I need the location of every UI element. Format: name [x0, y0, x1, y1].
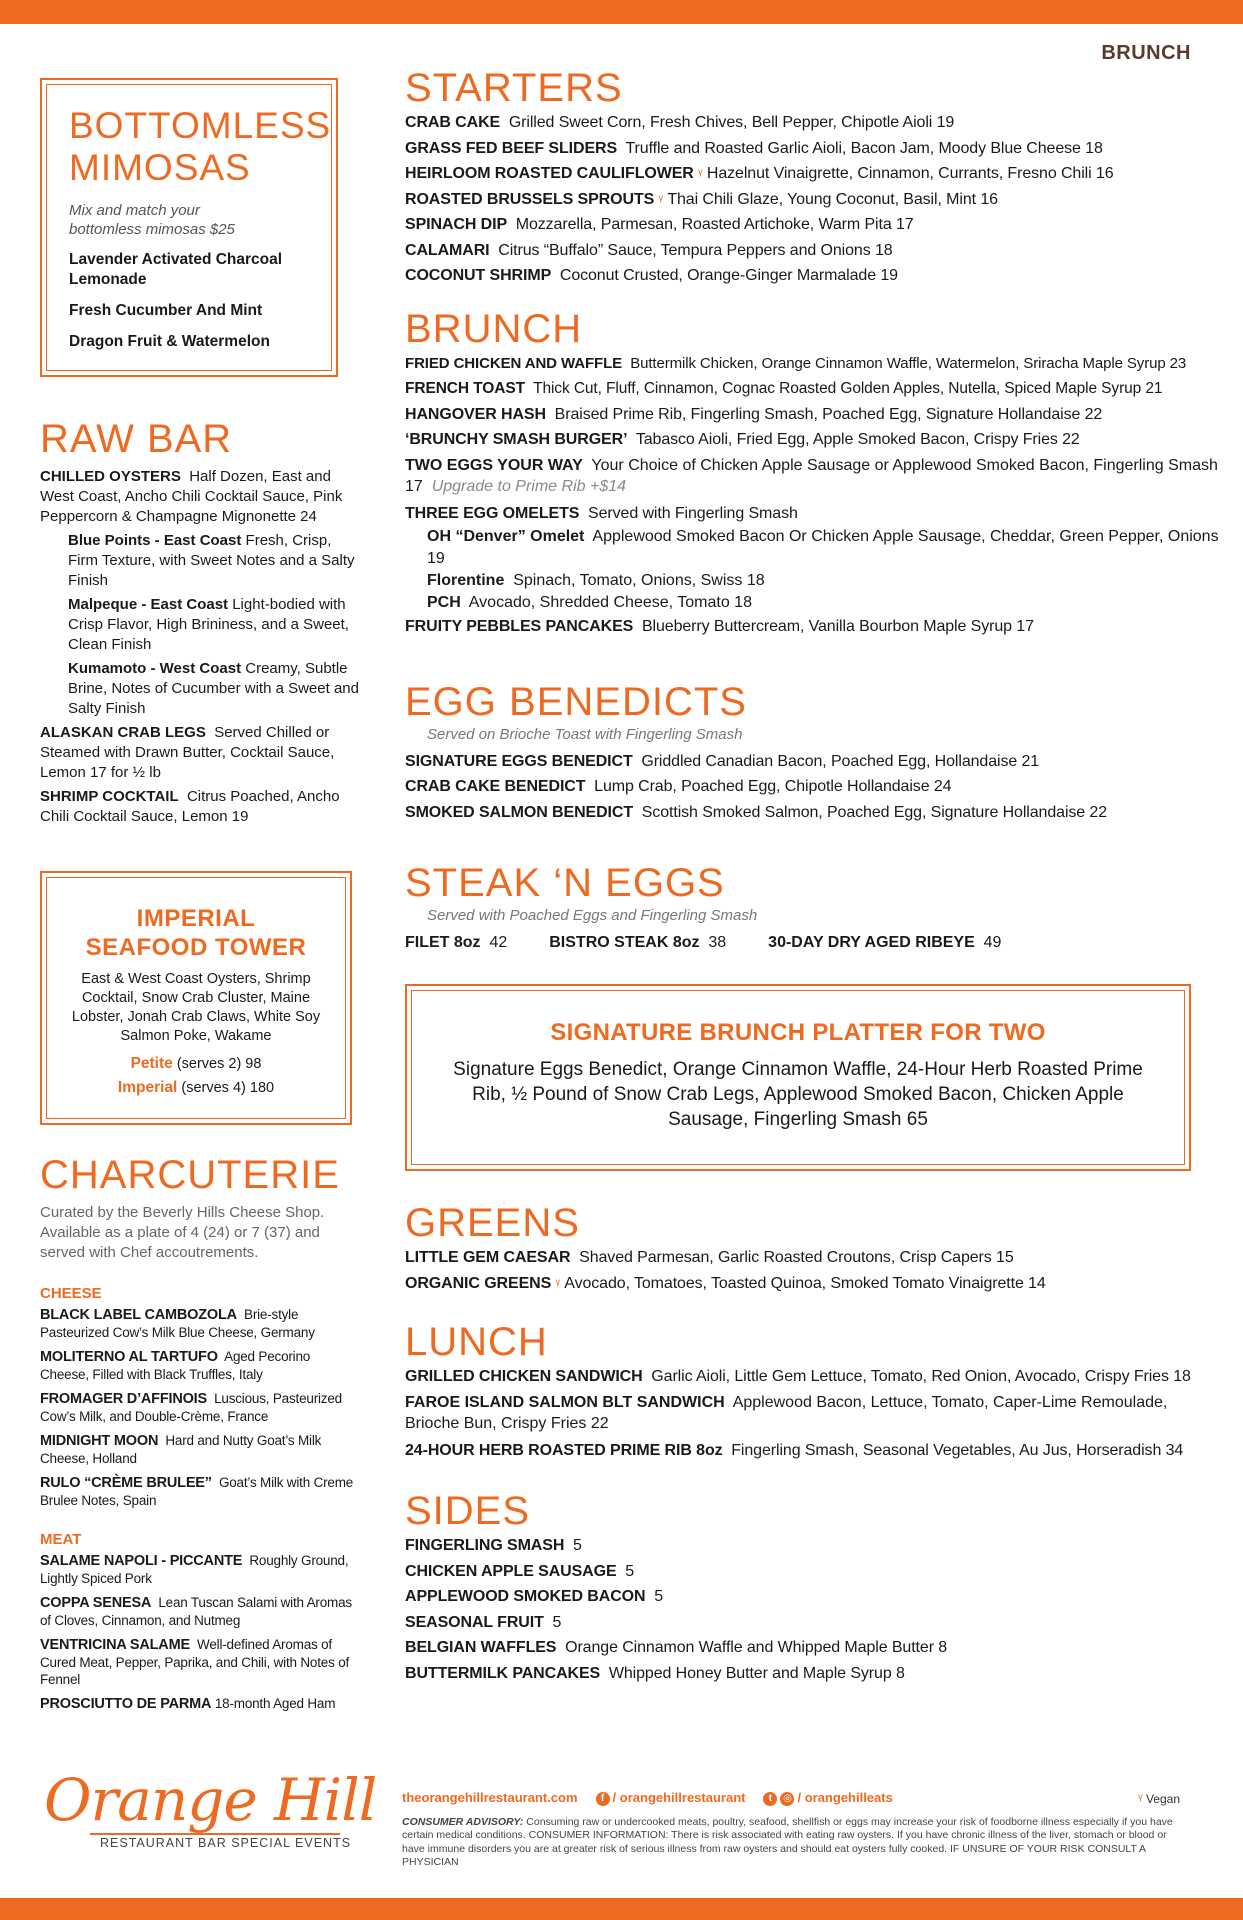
menu-item: ALASKAN CRAB LEGS Served Chilled or Steamed with Drawn Butter, Cocktail Sauce, Lemon 17 for ½ lb — [40, 724, 335, 781]
cheese-item: MIDNIGHT MOON Hard and Nutty Goat’s Milk Cheese, Holland — [40, 1433, 322, 1466]
starters-title: STARTERS — [405, 66, 623, 110]
charcuterie-section — [40, 1153, 360, 1713]
steak-item: BISTRO STEAK 8oz 38 — [549, 934, 727, 951]
raw-bar-section — [40, 417, 360, 827]
menu-type-label: BRUNCH — [1101, 42, 1191, 64]
menu-item: BELGIAN WAFFLES Orange Cinnamon Waffle and Whipped Maple Butter 8 — [405, 1639, 948, 1656]
menu-item: THREE EGG OMELETS Served with Fingerling Smash — [405, 504, 798, 522]
menu-item: SHRIMP COCKTAIL Citrus Poached, Ancho Chili Cocktail Sauce, Lemon 19 — [40, 788, 340, 825]
oyster-variety: Malpeque - East Coast Light-bodied with Crisp Flavor, High Brininess, and a Sweet, Clean Finish — [68, 596, 349, 653]
vegan-icon: ᵞ — [555, 1274, 560, 1291]
cheese-item: MOLITERNO AL TARTUFO Aged Pecorino Cheese, Filled with Black Truffles, Italy — [40, 1349, 311, 1382]
menu-item: FRENCH TOAST Thick Cut, Fluff, Cinnamon, Cognac Roasted Golden Apples, Nutella, Spiced Maple Syrup 21 — [405, 380, 1163, 397]
facebook-icon: f — [596, 1792, 610, 1806]
right-column — [405, 66, 1225, 1686]
meat-item: SALAME NAPOLI - PICCANTE Roughly Ground, Lightly Spiced Pork — [40, 1553, 349, 1586]
top-accent-bar — [0, 0, 1243, 24]
orange-hill-logo: Orange Hill RESTAURANT BAR SPECIAL EVENTS — [40, 1770, 360, 1880]
steak-subtitle: Served with Poached Eggs and Fingerling Smash — [427, 907, 758, 924]
egg-benedicts-title: EGG BENEDICTS — [405, 679, 747, 724]
menu-item: SEASONAL FRUIT 5 — [405, 1613, 562, 1631]
menu-item: SIGNATURE EGGS BENEDICT Griddled Canadian Bacon, Poached Egg, Hollandaise 21 — [405, 752, 1040, 770]
cheese-heading: CHEESE — [40, 1285, 102, 1302]
footer-links — [402, 1790, 1222, 1806]
steak-options — [405, 930, 1225, 956]
menu-item: CALAMARI Citrus “Buffalo” Sauce, Tempura Peppers and Onions 18 — [405, 241, 893, 259]
menu-item: COCONUT SHRIMP Coconut Crusted, Orange-Ginger Marmalade 19 — [405, 267, 898, 284]
meat-heading: MEAT — [40, 1531, 82, 1548]
mimosa-flavor: Fresh Cucumber And Mint — [69, 302, 263, 319]
twitter-icon: t — [763, 1792, 777, 1806]
tower-title: IMPERIAL SEAFOOD TOWER — [85, 905, 307, 961]
website-link[interactable]: theorangehillrestaurant.com — [402, 1790, 578, 1806]
menu-item: SPINACH DIP Mozzarella, Parmesan, Roasted Artichoke, Warm Pita 17 — [405, 216, 914, 233]
menu-item: CHILLED OYSTERS Half Dozen, East and West Coast, Ancho Chili Cocktail Sauce, Pink Peppercorn & Champagne Mignonette 24 — [40, 468, 343, 525]
social-link[interactable]: t ◎ / orangehilleats — [763, 1790, 892, 1806]
bottom-accent-bar — [0, 1898, 1243, 1920]
menu-item: LITTLE GEM CAESAR Shaved Parmesan, Garlic Roasted Croutons, Crisp Capers 15 — [405, 1249, 1014, 1266]
tower-description: East & West Coast Oysters, Shrimp Cocktail, Snow Crab Cluster, Maine Lobster, Jonah Crab Claws, White Soy Salmon Poke, Wakame — [71, 971, 321, 1044]
menu-item: TWO EGGS YOUR WAY Your Choice of Chicken Apple Sausage or Applewood Smoked Bacon, Fingerling Smash 17 Upgrade to Prime Rib +$14 — [405, 456, 1218, 495]
vegan-legend: ᵞ Vegan — [1138, 1790, 1180, 1806]
charcuterie-title: CHARCUTERIE — [40, 1153, 340, 1197]
greens-section — [405, 1201, 1225, 1296]
brunch-section — [405, 307, 1225, 640]
left-column — [40, 78, 360, 1713]
benedicts-subtitle: Served on Brioche Toast with Fingerling Smash — [427, 725, 743, 743]
menu-item: ROASTED BRUSSELS SPROUTS ᵞ Thai Chili Glaze, Young Coconut, Basil, Mint 16 — [405, 190, 998, 208]
menu-item: ORGANIC GREENS ᵞ Avocado, Tomatoes, Toasted Quinoa, Smoked Tomato Vinaigrette 14 — [405, 1274, 1046, 1292]
menu-item: BUTTERMILK PANCAKES Whipped Honey Butter and Maple Syrup 8 — [405, 1664, 905, 1682]
omelet-item: PCH Avocado, Shredded Cheese, Tomato 18 — [427, 594, 752, 611]
facebook-link[interactable]: f / orangehillrestaurant — [596, 1790, 746, 1806]
menu-item: CRAB CAKE Grilled Sweet Corn, Fresh Chives, Bell Pepper, Chipotle Aioli 19 — [405, 114, 955, 131]
lunch-title: LUNCH — [405, 1320, 548, 1364]
sides-title: SIDES — [405, 1489, 531, 1533]
menu-item: GRASS FED BEEF SLIDERS Truffle and Roasted Garlic Aioli, Bacon Jam, Moody Blue Cheese 18 — [405, 139, 1103, 157]
brunch-title: BRUNCH — [405, 306, 583, 351]
steak-item: FILET 8oz 42 — [405, 934, 508, 951]
menu-item: APPLEWOOD SMOKED BACON 5 — [405, 1588, 663, 1605]
vegan-icon: ᵞ — [1138, 1790, 1143, 1806]
menu-item: SMOKED SALMON BENEDICT Scottish Smoked Salmon, Poached Egg, Signature Hollandaise 22 — [405, 803, 1108, 821]
mimosa-flavor: Lavender Activated Charcoal Lemonade — [69, 251, 283, 288]
menu-item: HEIRLOOM ROASTED CAULIFLOWER ᵞ Hazelnut Vinaigrette, Cinnamon, Currants, Fresno Chili 16 — [405, 165, 1114, 182]
menu-item: HANGOVER HASH Braised Prime Rib, Fingerling Smash, Poached Egg, Signature Hollandaise 22 — [405, 405, 1103, 423]
oyster-variety: Blue Points - East Coast Fresh, Crisp, Firm Texture, with Sweet Notes and a Salty Finish — [68, 532, 355, 589]
mimosa-flavor: Dragon Fruit & Watermelon — [69, 333, 270, 350]
vegan-icon: ᵞ — [698, 165, 703, 181]
raw-bar-title: RAW BAR — [40, 417, 233, 461]
egg-benedicts-section — [405, 680, 1225, 826]
steak-n-eggs-section — [405, 861, 1225, 956]
cheese-item: RULO “CRÈME BRULEE” Goat’s Milk with Creme Brulee Notes, Spain — [40, 1475, 354, 1508]
omelet-item: Florentine Spinach, Tomato, Onions, Swiss 18 — [427, 572, 765, 589]
menu-item: 24-HOUR HERB ROASTED PRIME RIB 8oz Fingerling Smash, Seasonal Vegetables, Au Jus, Horseradish 34 — [405, 1441, 1184, 1459]
mimosas-title: BOTTOMLESS MIMOSAS — [69, 105, 332, 188]
platter-description: Signature Eggs Benedict, Orange Cinnamon Waffle, 24-Hour Herb Roasted Prime Rib, ½ Pound of Snow Crab Legs, Applewood Smoked Bacon, Chicken Apple Sausage, Fingerling Smash 65 — [453, 1059, 1143, 1130]
instagram-icon: ◎ — [780, 1792, 794, 1806]
menu-item: FINGERLING SMASH 5 — [405, 1537, 582, 1554]
cheese-item: BLACK LABEL CAMBOZOLA Brie-style Pasteurized Cow’s Milk Blue Cheese, Germany — [40, 1307, 315, 1340]
menu-item: FRUITY PEBBLES PANCAKES Blueberry Buttercream, Vanilla Bourbon Maple Syrup 17 — [405, 618, 1034, 635]
lunch-section — [405, 1320, 1225, 1463]
meat-item: VENTRICINA SALAME Well-defined Aromas of Cured Meat, Pepper, Paprika, and Chili, with Notes of Fennel — [40, 1637, 350, 1687]
mimosas-subtitle: Mix and match your bottomless mimosas $25 — [69, 202, 235, 238]
steak-item: 30-DAY DRY AGED RIBEYE 49 — [768, 934, 1002, 951]
omelet-item: OH “Denver” Omelet Applewood Smoked Bacon Or Chicken Apple Sausage, Cheddar, Green Pepper, Onions 19 — [427, 528, 1219, 567]
meat-item: PROSCIUTTO DE PARMA 18-month Aged Ham — [40, 1696, 336, 1712]
consumer-advisory: CONSUMER ADVISORY: Consuming raw or undercooked meats, poultry, seafood, shellfish or eggs may increase your risk of foodborne illness especially if you have certain medical conditions. CONSUMER INFORMATION: There is risk associated with eating raw oysters. If you have chronic illness of the liver, stomach or blood or have immune disorders you are at greater risk of serious illness from raw oysters and should eat oysters fully cooked. IF UNSURE OF YOUR RISK CONSULT A PHYSICIAN — [402, 1815, 1173, 1869]
menu-item: FAROE ISLAND SALMON BLT SANDWICH Applewood Bacon, Lettuce, Tomato, Caper-Lime Remoulade, Brioche Bun, Crispy Fries 22 — [405, 1393, 1168, 1432]
menu-item: CHICKEN APPLE SAUSAGE 5 — [405, 1562, 635, 1580]
tower-option: Petite (serves 2) 98 — [130, 1055, 262, 1072]
seafood-tower-box — [40, 871, 352, 1125]
platter-title: SIGNATURE BRUNCH PLATTER FOR TWO — [550, 1019, 1046, 1046]
tower-option: Imperial (serves 4) 180 — [117, 1079, 275, 1096]
charcuterie-description: Curated by the Beverly Hills Cheese Shop. Available as a plate of 4 (24) or 7 (37) and served with Chef accoutrements. — [40, 1204, 325, 1261]
cheese-item: FROMAGER D’AFFINOIS Luscious, Pasteurized Cow’s Milk, and Double-Crème, France — [40, 1391, 342, 1424]
oyster-variety: Kumamoto - West Coast Creamy, Subtle Brine, Notes of Cucumber with a Sweet and Salty Finish — [68, 660, 359, 717]
sides-section — [405, 1489, 1225, 1686]
vegan-icon: ᵞ — [658, 190, 663, 207]
menu-item: FRIED CHICKEN AND WAFFLE Buttermilk Chicken, Orange Cinnamon Waffle, Watermelon, Sriracha Maple Syrup 23 — [405, 354, 1187, 372]
greens-title: GREENS — [405, 1201, 580, 1245]
starters-section — [405, 66, 1225, 289]
menu-item: GRILLED CHICKEN SANDWICH Garlic Aioli, Little Gem Lettuce, Tomato, Red Onion, Avocado, Crispy Fries 18 — [405, 1368, 1191, 1385]
meat-item: COPPA SENESA Lean Tuscan Salami with Aromas of Cloves, Cinnamon, and Nutmeg — [40, 1595, 352, 1628]
steak-n-eggs-title: STEAK ‘N EGGS — [405, 861, 725, 905]
menu-item: ‘BRUNCHY SMASH BURGER’ Tabasco Aioli, Fried Egg, Apple Smoked Bacon, Crispy Fries 22 — [405, 431, 1080, 448]
brunch-platter-box — [405, 984, 1191, 1171]
menu-item: CRAB CAKE BENEDICT Lump Crab, Poached Egg, Chipotle Hollandaise 24 — [405, 778, 952, 795]
footer-info — [402, 1790, 1222, 1870]
bottomless-mimosas-box — [40, 78, 338, 377]
